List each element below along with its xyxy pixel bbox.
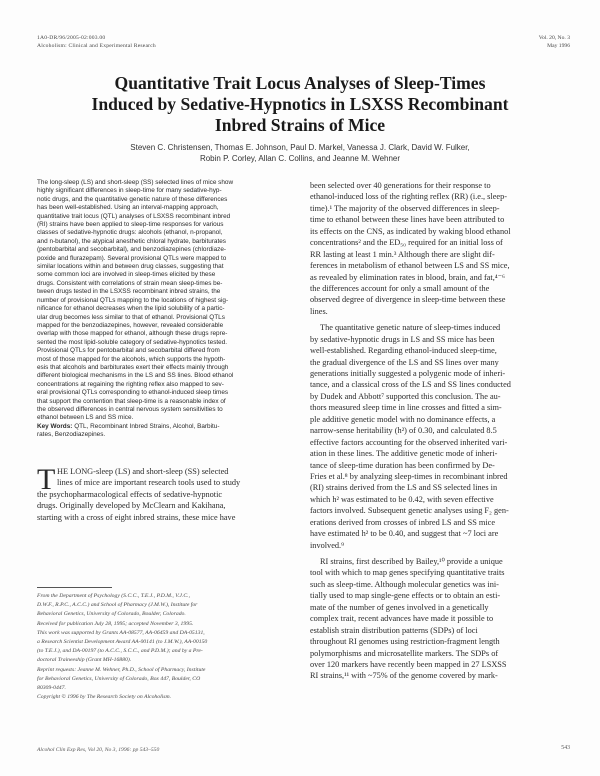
abstract-line: The long-sleep (LS) and short-sleep (SS) selected lines of mice show	[37, 179, 234, 186]
abstract-line: that support the contention that sleep-time is a reasonable index of	[37, 397, 226, 405]
body-line: ple additive genetic model with no dominance effects, a	[310, 414, 496, 424]
abstract-line: mapped for the benzodiazepines, however, revealed considerable	[37, 321, 224, 329]
footnote-line: D.W.F., R.P.C., A.C.C.) and School of Pharmacy (J.M.W.), Institute for	[37, 602, 198, 609]
body-line: time to ethanol between these lines have been attributed to	[310, 215, 505, 225]
body-line: by sedative-hypnotic drugs in LS and SS mice has been	[310, 334, 495, 344]
footnote-line: Behavioral Genetics, University of Colorado, Boulder, Colorado.	[37, 611, 186, 618]
footnote-line: From the Department of Psychology (S.C.C., T.E.J., P.D.M., V.J.C.,	[37, 593, 191, 599]
abstract-line: esis that alcohols and barbiturates exert their effects mainly through	[37, 363, 229, 371]
body-line: erations derived from crosses of inbred LS and SS mice	[310, 517, 496, 527]
body-line: involved.⁹	[310, 540, 345, 550]
intro-line: lines of mice are important research tools used to study	[57, 478, 241, 488]
authors-line: Robin P. Corley, Allan C. Collins, and Jeanne M. Wehner	[199, 154, 401, 163]
body-line: lines.	[310, 306, 328, 316]
abstract-line: ethanol between LS and SS mice.	[37, 414, 134, 422]
body-line: concentrations² and the ED₅₀ required for an initial loss of	[310, 238, 503, 248]
keywords-line	[37, 423, 297, 431]
intro-line: HE LONG-sleep (LS) and short-sleep (SS) selected	[57, 467, 229, 476]
footnote-rule	[37, 587, 112, 588]
intro-line: the psychopharmacological effects of sedative-hypnotic	[37, 489, 223, 499]
abstract-line: poxide and flurazepam). Several provisional QTLs were mapped to	[37, 254, 227, 262]
footnote-line: (to T.E.J.), and DA-00197 (to A.C.C., S.C.C., and P.D.M.); and by a Pre-	[37, 648, 203, 655]
body-line: observed degree of divergence in sleep-time between these	[310, 295, 506, 305]
volume: Vol. 20, No. 3	[538, 35, 570, 41]
title-line: Inbred Strains of Mice	[214, 115, 386, 135]
abstract-line: overlap with those mapped for ethanol, although these drugs repre-	[37, 330, 228, 338]
footnote-line: Reprint requests: Jeanne M. Wehner, Ph.D., School of Pharmacy, Institute	[37, 666, 206, 673]
abstract-line: tween drugs tested in the LSXSS recombinant inbred strains, the	[37, 288, 221, 296]
abstract	[37, 179, 297, 440]
body-line: tance of sleep-time duration has been confirmed by De-	[310, 460, 495, 470]
journal-name: Alcoholism: Clinical and Experimental Research	[37, 43, 156, 49]
body-line: ation in these lines. The additive genetic mode of inheri-	[310, 449, 498, 459]
drop-cap: T	[37, 463, 56, 496]
body-line: thors measured sleep time in line crosses and fitted a sim-	[310, 403, 502, 413]
body-line: tially used to map single-gene effects or to obtain an esti-	[310, 591, 501, 601]
intro-paragraph	[37, 463, 299, 523]
abstract-line: drugs. Consistent with correlations of strain mean sleep-times be-	[37, 279, 223, 287]
body-line: factors involved. Subsequent genetic analyses using F₂ gen-	[310, 506, 509, 516]
footnotes	[37, 592, 299, 702]
body-line: over 120 markers have recently been mapped in 27 LSXSS	[310, 659, 507, 669]
abstract-line: quantitative trait locus (QTL) analyses of LSXSS recombinant inbred	[37, 212, 231, 220]
abstract-line: concentrations at regaining the righting reflex also mapped to sev-	[37, 380, 224, 388]
body-line: its effects on the CNS, as indicated by waking blood ethanol	[310, 226, 511, 236]
abstract-line: (pentobarbital and secobarbital), and benzodiazepines (chlordiaze-	[37, 246, 226, 254]
body-line: RI strains,¹¹ with ~75% of the genome covered by mark-	[310, 671, 498, 681]
abstract-line: highly significant differences in sleep-time for many sedative-hyp-	[37, 187, 222, 195]
abstract-line: and n-butanol), the atypical anesthetic chloral hydrate, barbiturates	[37, 237, 226, 245]
abstract-line: classes of sedative-hypnotic drugs: alcohols (ethanol, n-propanol,	[37, 229, 223, 237]
body-line: (RI) strains derived from the LS and SS selected lines in	[310, 483, 498, 493]
body-line: RR lasting at least 1 min.³ Although there are slight dif-	[310, 249, 495, 259]
body-line: generations initially suggested a polygenic mode of inheri-	[310, 369, 506, 378]
body-line: throughout RI genomes using restriction-fragment length	[310, 637, 500, 647]
footnote-line: for Behavioral Genetics, University of Colorado, Box 447, Boulder, CO	[37, 675, 201, 682]
abstract-line: notic drugs, and the quantitative genetic nature of these differences	[37, 195, 228, 203]
title-line: Quantitative Trait Locus Analyses of Sleep-Times	[114, 73, 486, 93]
body-line: time).¹ The majority of the observed differences in sleep-	[310, 203, 500, 213]
abstract-line: sented the most lipid-soluble category of sedative-hypnotics tested.	[37, 338, 228, 346]
page-number: 543	[561, 745, 570, 751]
footnote-line: 80309-0447.	[37, 684, 66, 691]
abstract-line: has been well-established. Using an interval-mapping approach,	[37, 204, 219, 212]
abstract-line: the observed differences in central nervous system sensitivities to	[37, 405, 223, 413]
abstract-line: number of provisional QTLs mapping to the locations of highest sig-	[37, 296, 229, 304]
abstract-line: ular drug becomes less similar to that of ethanol. Provisional QTLs	[37, 313, 225, 321]
abstract-line: some common loci are involved in sleep-times elicited by these	[37, 271, 216, 279]
intro-line: starting with a cross of eight inbred strains, these mice have	[37, 512, 236, 522]
abstract-line: Provisional QTLs for pentobarbital and secobarbital differed from	[37, 347, 220, 355]
footnote-line: Copyright © 1996 by The Research Society on Alcoholism.	[37, 694, 172, 701]
body-line: ferences in metabolism of ethanol between LS and SS mice,	[310, 261, 510, 271]
body-line: establish strain distribution patterns (SDPs) of loci	[310, 625, 478, 635]
body-line: polymorphisms and microsatellite markers. The SDPs of	[310, 648, 499, 658]
body-line: tool with which to map genes specifying quantitative traits	[310, 568, 505, 578]
body-line: the gradual divergence of the LS and SS lines over many	[310, 357, 499, 367]
running-footer: Alcohol Clin Exp Res, Vol 20, No 3, 1996: pp 543–550	[37, 747, 160, 753]
body-line: as revealed by elimination rates in blood, brain, and fat,⁴⁻⁶	[310, 272, 505, 282]
issue-info	[539, 34, 570, 50]
body-line: tance, and a classical cross of the LS and SS lines conducted	[310, 380, 511, 390]
body-line: effective factors accounting for the observed inherited vari-	[310, 437, 508, 447]
body-line: RI strains, first described by Bailey,¹⁰ provide a unique	[320, 557, 503, 566]
body-line: mate of the number of genes involved in a genetically	[310, 602, 489, 612]
issue-date: May 1996	[547, 43, 570, 49]
body-line: narrow-sense heritability (h²) of 0.30, and calculated 8.5	[310, 426, 497, 436]
authors-line: Steven C. Christensen, Thomas E. Johnson, Paul D. Markel, Vanessa J. Clark, David W. Fulker,	[130, 143, 470, 152]
keywords-line-2: rates, Benzodiazepines.	[37, 431, 106, 439]
footnote-line: doctoral Traineeship (Grant MH-16880).	[37, 657, 132, 664]
footnote-line: This work was supported by Grants AA-08577, AA-06459 and DA-05131,	[37, 629, 205, 636]
body-line: Fries et al.⁸ by analyzing sleep-times in recombinant inbred	[310, 471, 508, 481]
abstract-line: most of those mapped for the alcohols, which supports the hypoth-	[37, 355, 226, 363]
issn: 1A0-DR/96/2005-02:003.00	[37, 35, 106, 41]
keywords-text: QTL, Recombinant Inbred Strains, Alcohol, Barbitu-	[74, 422, 220, 430]
abstract-line: different biological mechanisms in the LS and SS lines. Blood ethanol	[37, 372, 234, 380]
abstract-line: similar locations within and between drug classes, suggesting that	[37, 263, 224, 271]
abstract-line: nificance for ethanol decreases when the lipid solubility of a partic-	[37, 305, 225, 313]
footnote-line: a Research Scientist Development Award AA-00141 (to J.M.W.), AA-00150	[37, 638, 208, 645]
body-line: well-established. Regarding ethanol-induced sleep-time,	[310, 346, 497, 356]
abstract-line: eral provisional QTLs corresponding to ethanol-induced sleep times	[37, 389, 229, 397]
body-line: which h² was estimated to be 0.42, with seven effective	[310, 494, 494, 504]
journal-header	[37, 34, 156, 50]
abstract-line: (RI) strains have been applied to sleep-time responses for various	[37, 221, 224, 229]
intro-line: drugs. Originally developed by McClearn and Kakihana,	[37, 501, 226, 511]
body-line: by Dudek and Abbott⁷ supported this conclusion. The au-	[310, 391, 501, 401]
body-line: ethanol-induced loss of the righting reflex (RR) (i.e., sleep-	[310, 192, 507, 202]
right-column	[310, 180, 572, 682]
body-line: have estimated h² to be 0.40, and suggest that ~7 loci are	[310, 529, 499, 539]
body-line: complex trait, recent advances have made it possible to	[310, 614, 494, 624]
body-line: been selected over 40 generations for their response to	[310, 181, 491, 190]
paper-title	[40, 73, 560, 136]
keywords-label: Key Words:	[37, 422, 73, 430]
body-line: the differences account for only a small amount of the	[310, 283, 490, 293]
footnote-line: Received for publication July 28, 1995; accepted November 3, 1995.	[37, 620, 194, 627]
body-line: such as sleep-time. Although molecular genetics was ini-	[310, 579, 499, 589]
body-line: The quantitative genetic nature of sleep-times induced	[320, 323, 501, 333]
author-list	[40, 142, 560, 164]
title-line: Induced by Sedative-Hypnotics in LSXSS Recombinant	[91, 94, 509, 114]
